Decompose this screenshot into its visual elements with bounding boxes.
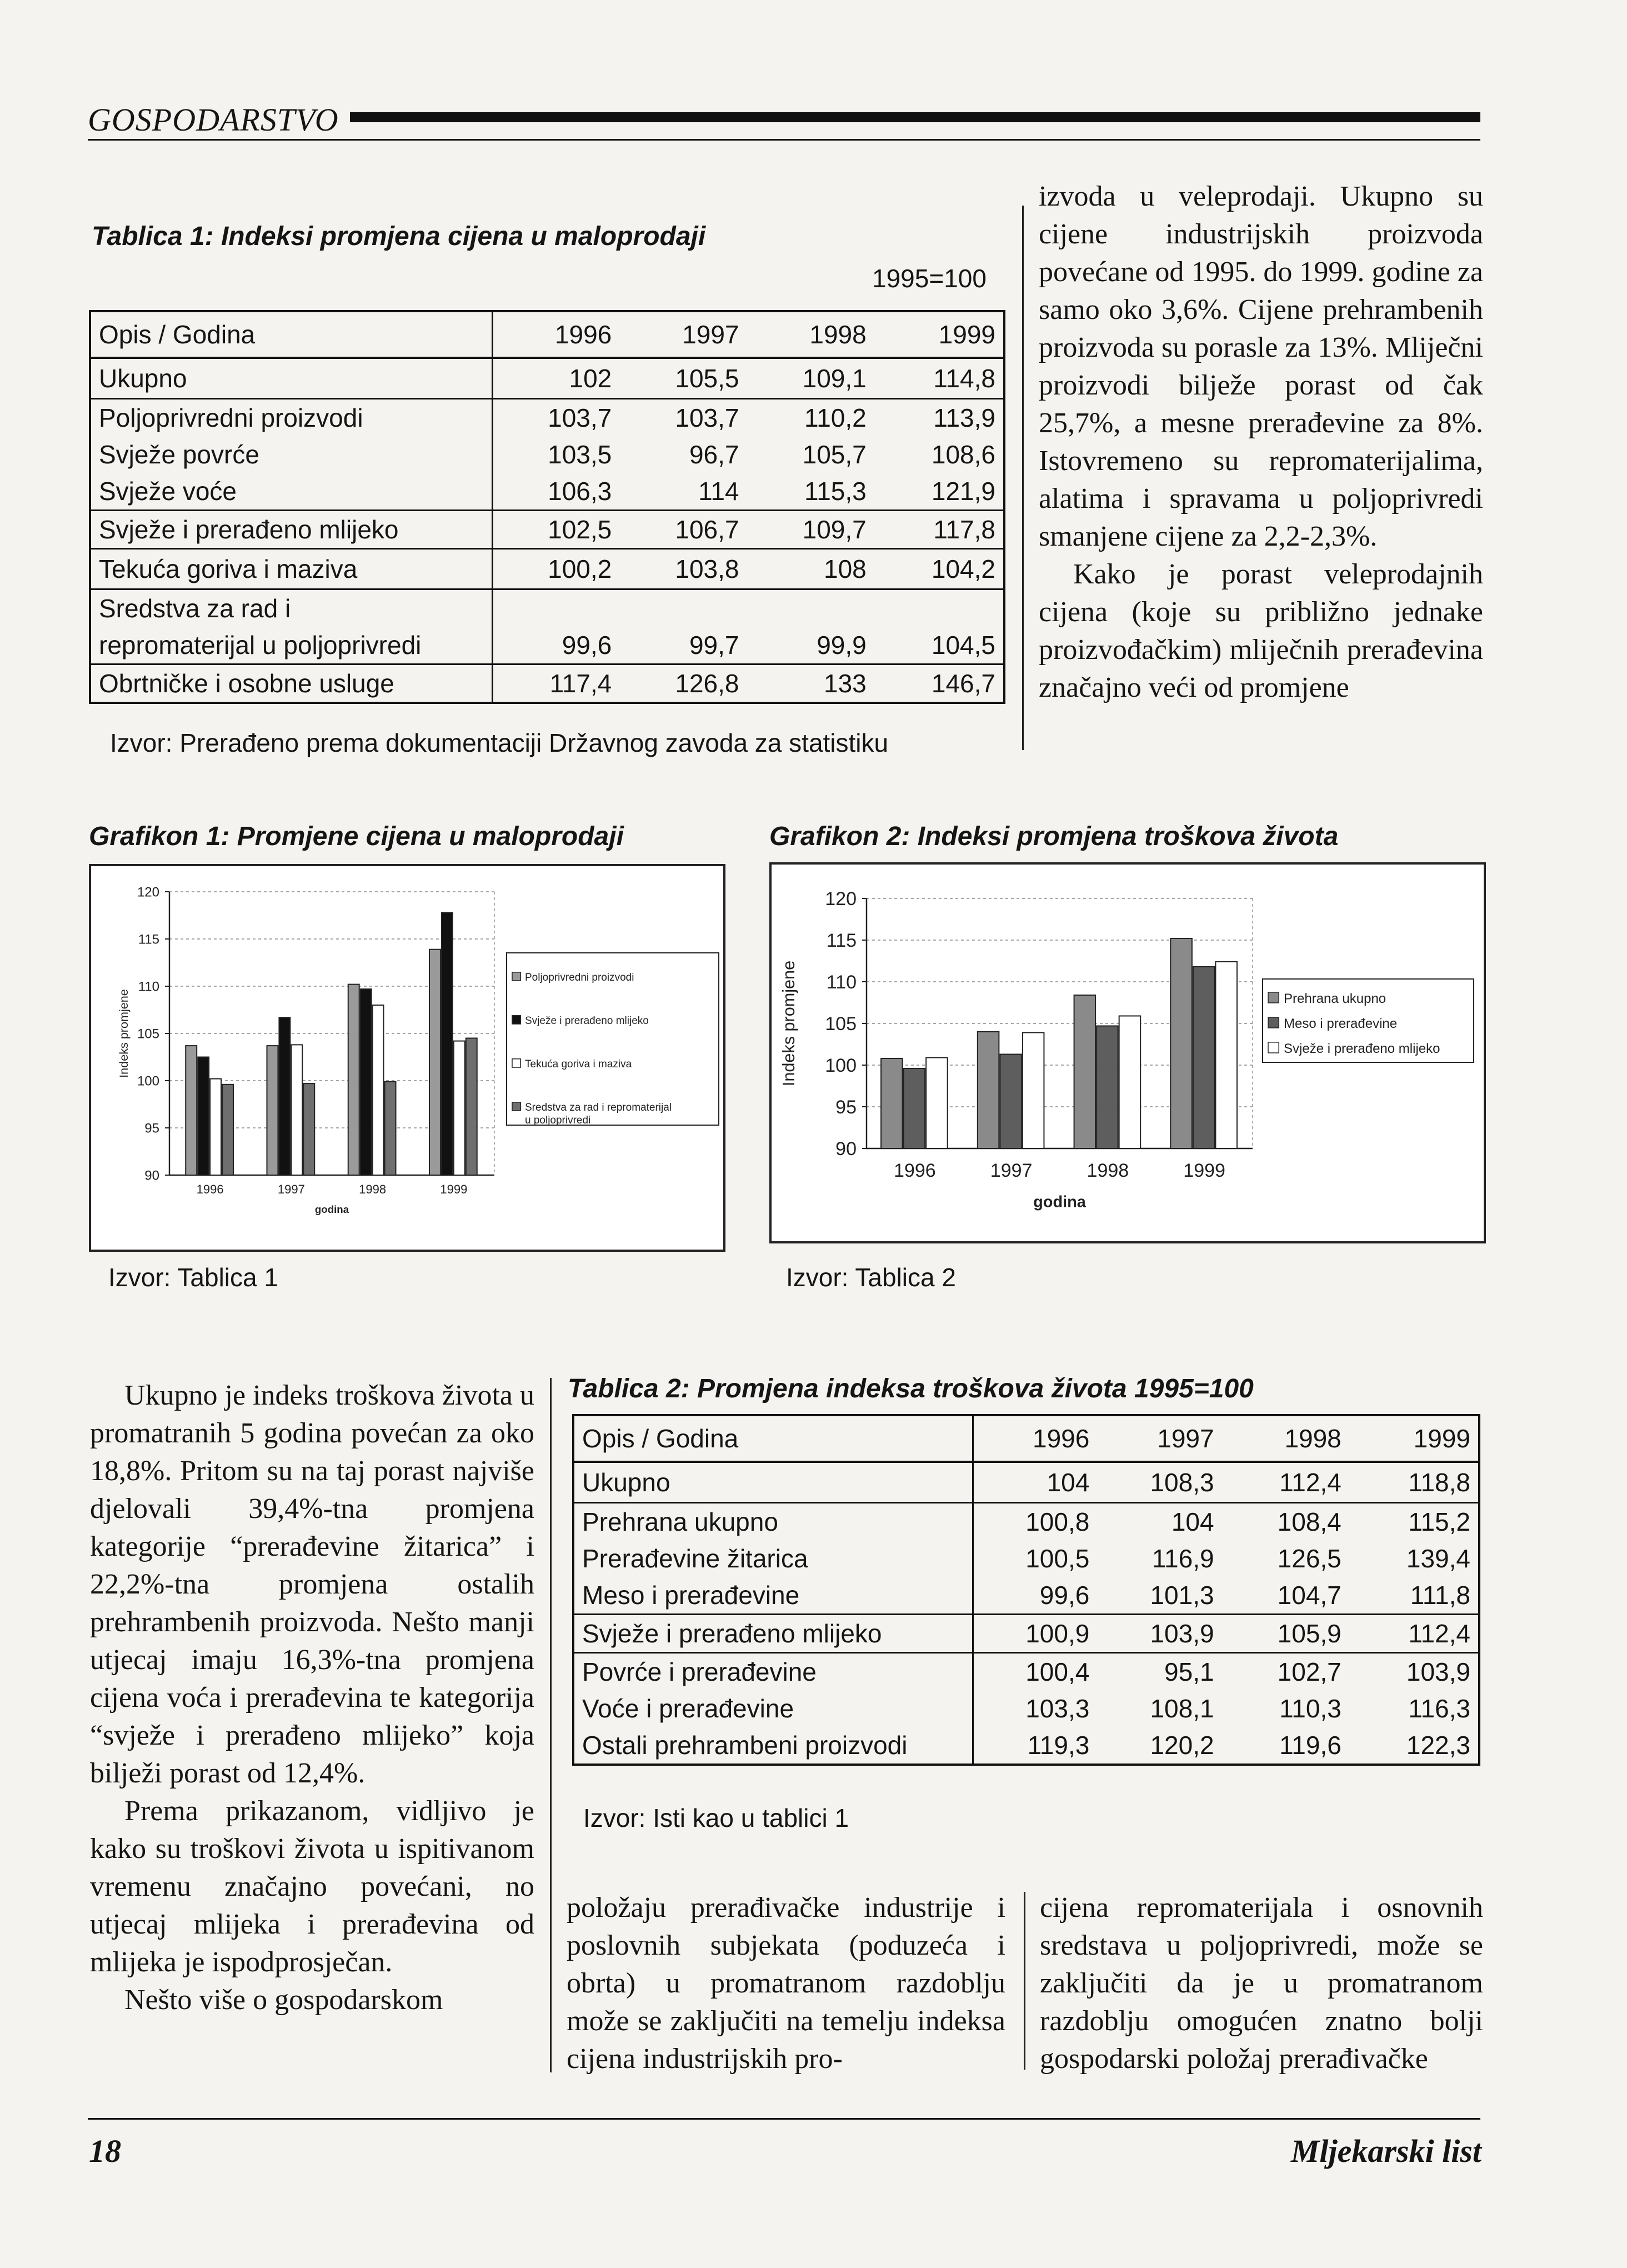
cell: 100,4	[1025, 1657, 1090, 1686]
cell: 100,2	[492, 549, 619, 590]
journal-name: Mljekarski list	[1290, 2133, 1481, 2169]
table-row	[90, 511, 1004, 549]
row-label: Tekuća goriva i maziva	[90, 549, 492, 590]
paragraph: Ukupno je indeks troškova života u promatranih 5 godina povećan za oko 18,8%. Pritom su na taj porast najviše djelovali 39,4%-tna promjena kategorije “prerađevine žitarica” i 22,2%-tna promjena ostalih prehrambenih proizvoda. Nešto manji utjecaj imaju 16,3%-tna promjena cijena voća i prerađevina te kategorija “svježe i prerađeno mlijeko” koja bilježi porast od 12,4%.	[90, 1380, 534, 1789]
cell: 117,8	[874, 511, 1004, 549]
row-label: Meso i prerađevine	[573, 1577, 973, 1615]
table-row	[90, 436, 1004, 473]
bar	[385, 1082, 396, 1175]
header-cell: 1998	[1222, 1415, 1349, 1462]
bar	[1097, 1026, 1118, 1149]
bar	[1000, 1055, 1022, 1149]
cell: 99,6	[973, 1577, 1097, 1615]
bar	[454, 1041, 465, 1175]
legend-swatch	[512, 1102, 520, 1111]
cell: 120,2	[1150, 1731, 1214, 1760]
cell: 119,3	[1027, 1731, 1090, 1760]
cell: 108,1	[1150, 1694, 1214, 1723]
y-tick-label: 115	[826, 930, 857, 951]
footer-rule	[88, 2118, 1480, 2120]
cell: 104	[1171, 1507, 1214, 1536]
cell: 95,1	[1164, 1657, 1214, 1686]
cell: 99,6	[492, 627, 619, 665]
paragraph: Prema prikazanom, vidljivo je kako su troškovi života u ispitivanom vremenu značajno povećani, no utjecaj mlijeka i prerađevina od mlijeka je ispodprosječan.	[90, 1795, 534, 1978]
cell: 103,9	[1097, 1615, 1221, 1653]
header-cell: 1999	[1349, 1415, 1479, 1462]
table-row	[90, 473, 1004, 511]
legend-swatch	[512, 972, 520, 981]
row-label: Svježe i prerađeno mlijeko	[573, 1615, 973, 1653]
cell: 96,7	[689, 440, 739, 469]
row-label: Voće i prerađevine	[573, 1690, 973, 1727]
cell: 126,5	[1277, 1544, 1341, 1573]
cell: 110,3	[1279, 1694, 1341, 1723]
bar	[198, 1057, 209, 1176]
table-row	[90, 399, 1004, 437]
row-label: Svježe voće	[90, 473, 492, 511]
legend-label: Svježe i prerađeno mlijeko	[525, 1015, 649, 1027]
column-divider	[1024, 1892, 1025, 2070]
bar	[1193, 967, 1215, 1148]
bar	[1074, 995, 1096, 1148]
bar	[881, 1058, 903, 1148]
cell: 106,7	[619, 511, 747, 549]
legend-label: Svježe i prerađeno mlijeko	[1284, 1041, 1440, 1056]
row-label: Prehrana ukupno	[573, 1503, 973, 1541]
table-row	[90, 590, 1004, 627]
y-tick-label: 110	[138, 979, 159, 995]
bar	[186, 1046, 197, 1175]
cell: 103,3	[1025, 1694, 1090, 1723]
bar	[1170, 938, 1192, 1148]
right-top-text	[1039, 178, 1483, 707]
x-tick-label: 1997	[277, 1182, 305, 1196]
y-tick-label: 100	[825, 1055, 857, 1076]
bar	[1119, 1016, 1141, 1149]
cell: 116,3	[1408, 1694, 1470, 1723]
table1-source: Izvor: Prerađeno prema dokumentaciji Državnog zavoda za statistiku	[110, 728, 889, 757]
row-label: Svježe povrće	[90, 436, 492, 473]
table-header-row	[90, 311, 1004, 358]
cell: 115,3	[747, 473, 874, 511]
cell: 110,2	[804, 403, 867, 432]
chart1-title: Grafikon 1: Promjene cijena u maloprodaji	[89, 822, 624, 851]
cell: 114,8	[874, 358, 1004, 399]
table2-source: Izvor: Isti kao u tablici 1	[583, 1804, 849, 1832]
bar	[303, 1083, 314, 1175]
x-tick-label: 1999	[440, 1182, 468, 1196]
legend-label: Poljoprivredni proizvodi	[525, 972, 634, 983]
column-divider	[1022, 206, 1024, 750]
y-tick-label: 95	[144, 1121, 159, 1136]
table2-title: Tablica 2: Promjena indeksa troškova života 1995=100	[568, 1374, 1254, 1403]
y-tick-label: 120	[825, 888, 857, 910]
bar	[1023, 1033, 1044, 1149]
cell: 104,5	[874, 627, 1004, 665]
y-tick-label: 110	[826, 971, 857, 993]
y-tick-label: 105	[137, 1026, 159, 1042]
x-axis-label: godina	[1033, 1193, 1086, 1211]
bar	[466, 1038, 477, 1176]
header-cell: 1997	[619, 311, 747, 358]
table-row	[573, 1503, 1479, 1541]
row-label: Prerađevine žitarica	[573, 1540, 973, 1577]
table-row	[573, 1615, 1479, 1653]
section-title: GOSPODARSTVO	[88, 102, 339, 138]
table-row	[573, 1540, 1479, 1577]
row-label: Poljoprivredni proizvodi	[90, 399, 492, 437]
cell: 112,4	[1222, 1462, 1349, 1503]
cell: 109,1	[747, 358, 874, 399]
x-tick-label: 1999	[1183, 1160, 1225, 1181]
row-label: Ukupno	[90, 358, 492, 399]
cell: 103,9	[1406, 1657, 1470, 1686]
paragraph: Kako je porast veleprodajnih cijena (koje su približno jednake proizvođačkim) mliječnih prerađevina značajno veći od promjene	[1039, 558, 1483, 703]
bar	[348, 985, 359, 1175]
table-row	[573, 1727, 1479, 1765]
y-axis-label: Indeks promjene	[779, 960, 798, 1087]
paragraph: izvoda u veleprodaji. Ukupno su cijene industrijskih proizvoda povećane od 1995. do 1999. godine za samo oko 3,6%. Cijene prehrambenih proizvoda su porasle za 13%. Mliječni proizvodi bilježe porast od čak 25,7%, a mesne prerađevine za 8%. Istovremeno su repromaterijalima, alatima i spravama u poljoprivredi smanjene cijene za 2,2-2,3%.	[1039, 181, 1484, 552]
legend-label: Tekuća goriva i maziva	[525, 1058, 632, 1070]
y-tick-label: 100	[137, 1073, 159, 1089]
header-cell: Opis / Godina	[573, 1415, 973, 1462]
x-tick-label: 1998	[1087, 1160, 1129, 1181]
cell: 109,7	[747, 511, 874, 549]
row-label: repromaterijal u poljoprivredi	[90, 627, 492, 665]
y-tick-label: 105	[825, 1013, 857, 1035]
header-cell: 1998	[747, 311, 874, 358]
bar	[904, 1068, 925, 1148]
legend-swatch	[1268, 992, 1279, 1003]
cell: 113,9	[933, 403, 995, 432]
row-label: Povrće i prerađevine	[573, 1653, 973, 1691]
cell: 108,3	[1097, 1462, 1221, 1503]
table-row	[573, 1577, 1479, 1615]
y-tick-label: 120	[137, 885, 159, 900]
header-rule	[88, 139, 1480, 141]
cell: 100,8	[1025, 1507, 1090, 1536]
table-row	[90, 627, 1004, 665]
paragraph: cijena repromaterijala i osnovnih sredstava u poljoprivredi, može se zaključiti da je u promatranom razdoblju omogućen znatno bolji gospodarski položaj prerađivačke	[1040, 1892, 1483, 2075]
mid-bottom-text	[567, 1889, 1005, 2078]
cell: 103,5	[548, 440, 612, 469]
header-bar	[350, 112, 1480, 122]
row-label: Svježe i prerađeno mlijeko	[90, 511, 492, 549]
bar	[291, 1045, 302, 1175]
bar	[1215, 962, 1237, 1148]
left-text	[90, 1377, 534, 2019]
cell: 104,2	[874, 549, 1004, 590]
cell: 101,3	[1097, 1577, 1221, 1615]
cell: 139,4	[1406, 1544, 1470, 1573]
x-tick-label: 1996	[894, 1160, 936, 1181]
cell: 112,4	[1349, 1615, 1479, 1653]
cell: 100,9	[973, 1615, 1097, 1653]
cell: 99,7	[619, 627, 747, 665]
header-cell: 1997	[1097, 1415, 1221, 1462]
cell: 122,3	[1406, 1731, 1470, 1760]
right-bottom-text	[1040, 1889, 1483, 2078]
legend-label: Meso i prerađevine	[1284, 1016, 1398, 1031]
table-row	[573, 1462, 1479, 1503]
header-cell: 1996	[492, 311, 619, 358]
chart1	[89, 864, 725, 1252]
legend-swatch	[1268, 1017, 1279, 1028]
cell: 115,2	[1408, 1507, 1470, 1536]
paragraph: položaju prerađivačke industrije i poslovnih subjekata (poduzeća i obrta) u promatranom razdoblju može se zaključiti na temelju indeksa cijena industrijskih pro-	[567, 1892, 1005, 2075]
table-row	[573, 1690, 1479, 1727]
cell: 99,9	[747, 627, 874, 665]
table1	[89, 310, 1005, 704]
table1-title: Tablica 1: Indeksi promjena cijena u maloprodaji	[92, 222, 706, 251]
bar	[210, 1079, 221, 1175]
cell: 103,7	[548, 403, 612, 432]
cell: 100,5	[1025, 1544, 1090, 1573]
bar	[926, 1058, 948, 1149]
bar	[978, 1032, 999, 1148]
cell: 133	[823, 669, 867, 698]
cell: 104,7	[1222, 1577, 1349, 1615]
bar	[267, 1046, 278, 1175]
y-tick-label: 90	[835, 1138, 857, 1160]
chart2	[769, 862, 1486, 1243]
table-header-row	[573, 1415, 1479, 1462]
page-number: 18	[89, 2133, 121, 2169]
table-row	[573, 1653, 1479, 1691]
row-label: Obrtničke i osobne usluge	[90, 665, 492, 703]
bar	[222, 1085, 233, 1175]
cell: 105,7	[802, 440, 867, 469]
cell: 108	[747, 549, 874, 590]
bar	[373, 1005, 384, 1175]
chart1-source: Izvor: Tablica 1	[108, 1263, 278, 1292]
header-cell: Opis / Godina	[90, 311, 492, 358]
column-divider	[550, 1378, 552, 2072]
cell: 119,6	[1279, 1731, 1341, 1760]
cell: 108,4	[1277, 1507, 1341, 1536]
table1-base: 1995=100	[872, 264, 987, 293]
y-tick-label: 115	[138, 932, 159, 947]
cell: 146,7	[931, 669, 995, 698]
cell: 126,8	[675, 669, 739, 698]
cell: 104	[973, 1462, 1097, 1503]
chart2-title: Grafikon 2: Indeksi promjena troškova života	[769, 822, 1339, 851]
legend-label: Prehrana ukupno	[1284, 991, 1386, 1006]
y-tick-label: 95	[835, 1096, 857, 1118]
cell: 105,9	[1222, 1615, 1349, 1653]
header-cell: 1996	[973, 1415, 1097, 1462]
row-label: Sredstva za rad i	[90, 590, 492, 627]
chart2-source: Izvor: Tablica 2	[786, 1263, 956, 1292]
header-cell: 1999	[874, 311, 1004, 358]
cell: 103,8	[619, 549, 747, 590]
cell: 102	[492, 358, 619, 399]
bar	[361, 989, 372, 1175]
x-tick-label: 1996	[196, 1182, 224, 1196]
row-label: Ostali prehrambeni proizvodi	[573, 1727, 973, 1765]
cell: 102,5	[492, 511, 619, 549]
legend-swatch	[1268, 1042, 1279, 1053]
table-row	[90, 665, 1004, 703]
table-row	[90, 549, 1004, 590]
bar	[442, 912, 453, 1175]
legend-swatch	[512, 1016, 520, 1024]
x-tick-label: 1997	[990, 1160, 1033, 1181]
cell: 103,7	[675, 403, 739, 432]
y-axis-label: Indeks promjene	[117, 989, 131, 1078]
x-tick-label: 1998	[359, 1182, 387, 1196]
cell: 118,8	[1349, 1462, 1479, 1503]
bar	[429, 950, 440, 1175]
legend-label: u poljoprivredi	[525, 1114, 591, 1126]
cell: 117,4	[549, 669, 612, 698]
cell: 121,9	[874, 473, 1004, 511]
cell: 108,6	[931, 440, 995, 469]
table2	[572, 1414, 1480, 1766]
x-axis-label: godina	[314, 1203, 349, 1216]
cell: 102,7	[1277, 1657, 1341, 1686]
cell: 116,9	[1152, 1544, 1214, 1573]
paragraph: Nešto više o gospodarskom	[124, 1984, 443, 2016]
y-tick-label: 90	[144, 1168, 159, 1183]
bar	[279, 1017, 290, 1175]
cell: 106,3	[492, 473, 619, 511]
table-row	[90, 358, 1004, 399]
cell: 105,5	[619, 358, 747, 399]
row-label: Ukupno	[573, 1462, 973, 1503]
legend-label: Sredstva za rad i repromaterijal	[525, 1102, 672, 1113]
legend-swatch	[512, 1059, 520, 1067]
cell: 111,8	[1349, 1577, 1479, 1615]
cell: 114	[619, 473, 747, 511]
